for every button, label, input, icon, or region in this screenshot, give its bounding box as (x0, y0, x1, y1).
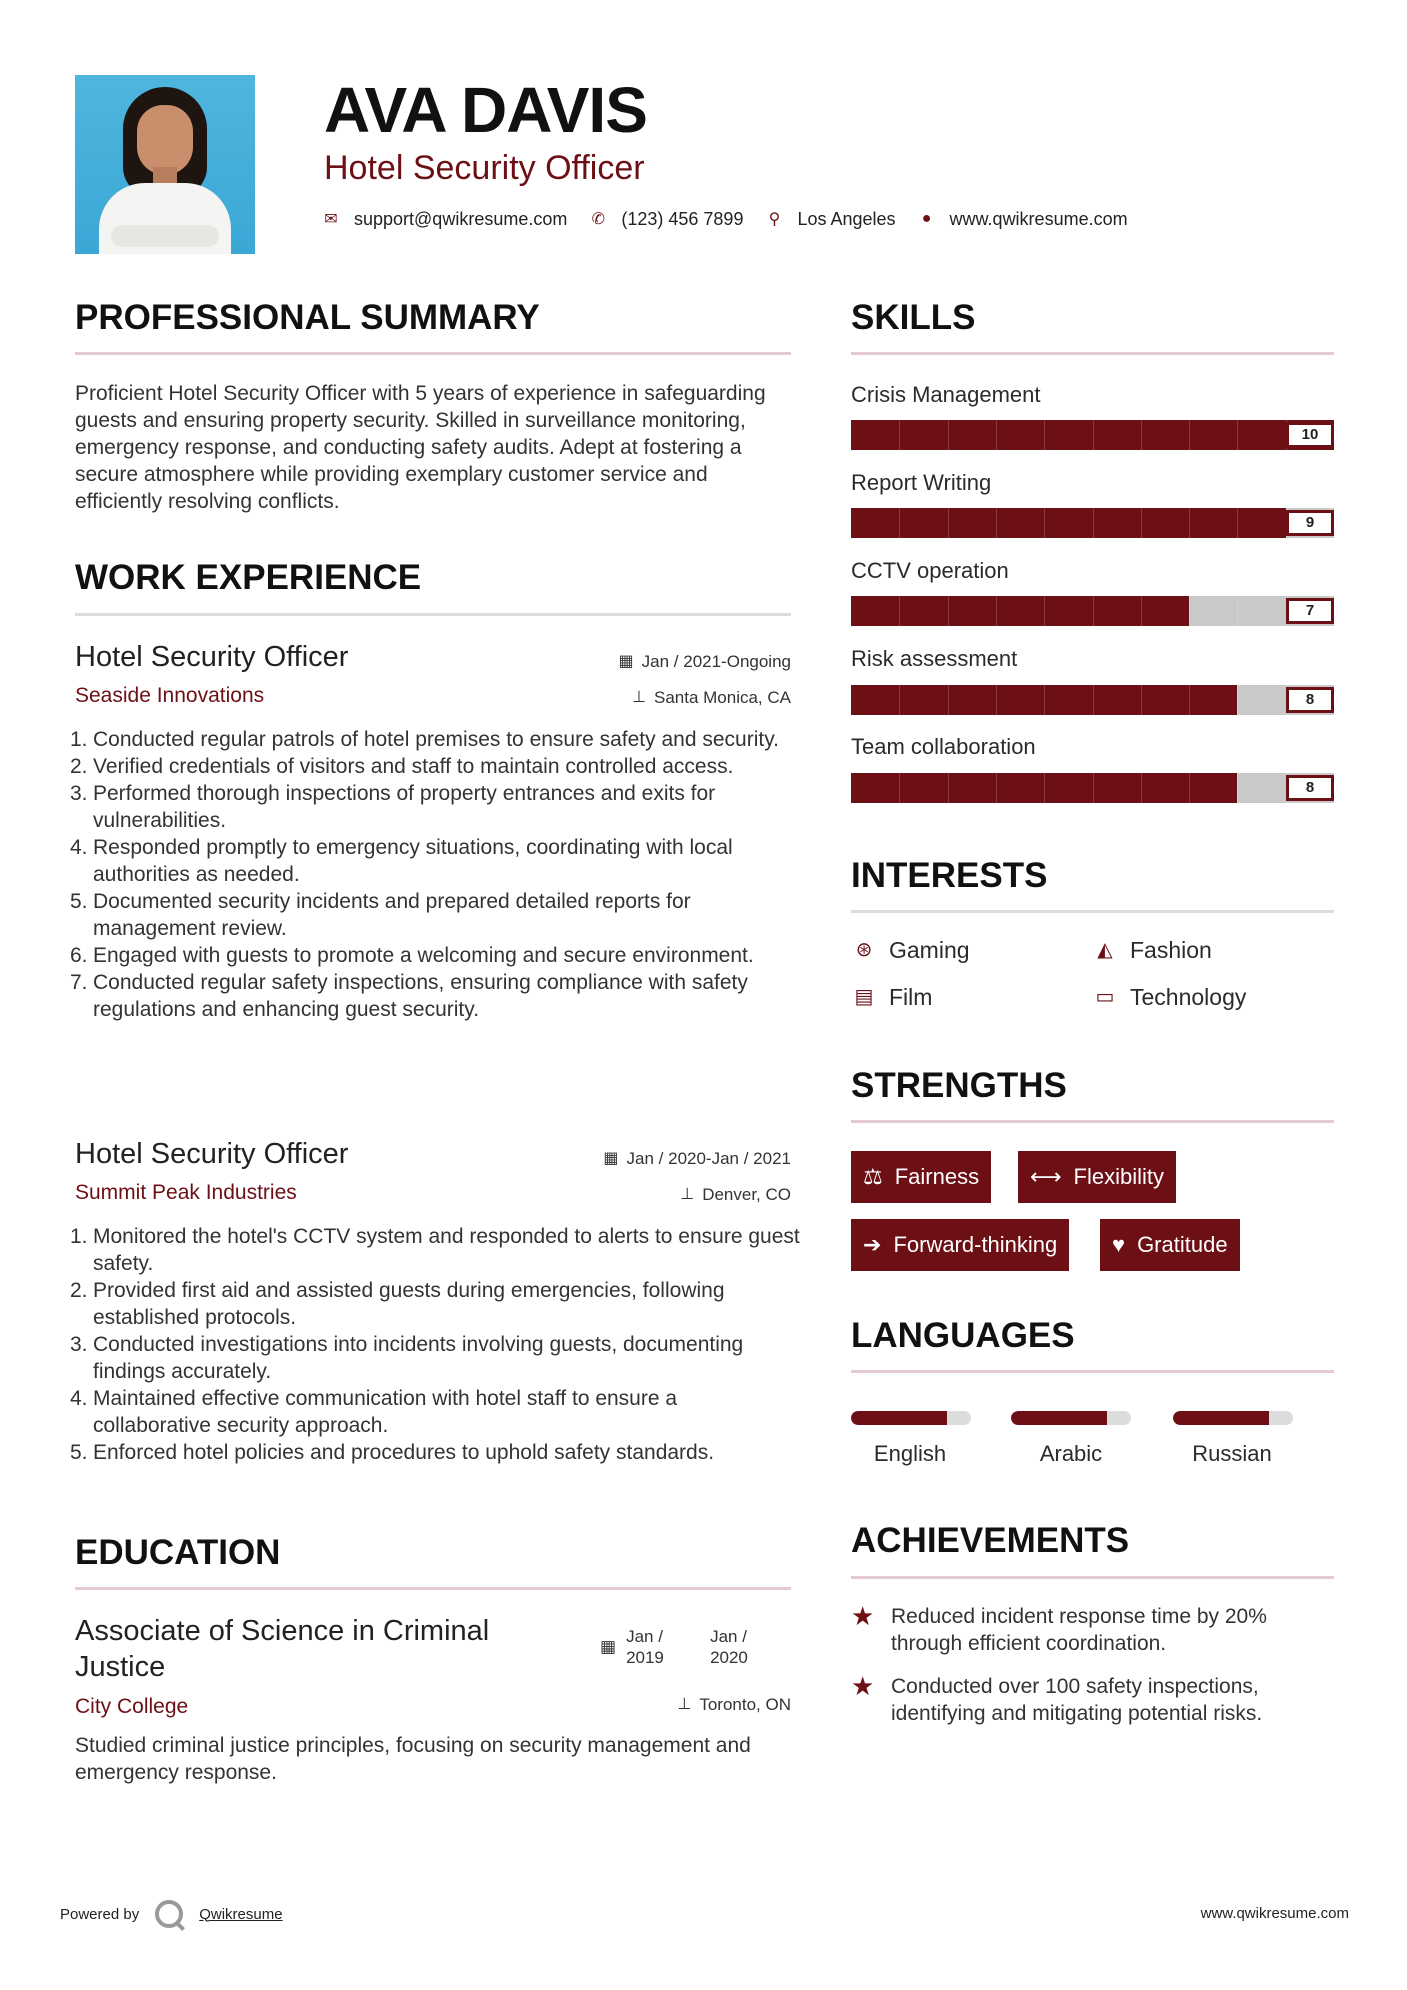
skill-bar-segment (948, 420, 949, 450)
star-icon: ★ (851, 1601, 875, 1631)
arrows-horizontal-icon: ⟷ (1030, 1164, 1062, 1189)
footer-powered-by: Powered by Qwikresume (60, 1900, 283, 1928)
interest-item: ▭ Technology (1092, 983, 1246, 1011)
pushpin-icon: ⊥ (680, 1186, 695, 1203)
strength-chip: ⟷ Flexibility (1018, 1151, 1176, 1203)
skill-label: Crisis Management (851, 382, 1041, 407)
summary-text: Proficient Hotel Security Officer with 5 years of experience in safeguarding guests and ensuring property security. Skilled in surveillance monitoring, emergency response, and conducting safety audits. Adept at fostering a secure atmosphere while providing exemplary customer service and efficiently resolving conflicts. (75, 382, 766, 513)
summary-divider (75, 352, 791, 355)
contact-email[interactable]: ✉ support@qwikresume.com (322, 209, 567, 230)
languages-heading: LANGUAGES (851, 1316, 1075, 1355)
skill-bar-segment (1141, 420, 1142, 450)
interest-item: ⊛ Gaming (851, 936, 970, 964)
pushpin-icon: ⊥ (677, 1696, 692, 1713)
education-location: ⊥ Toronto, ON (677, 1695, 791, 1714)
education-end: Jan / 2020 (710, 1627, 748, 1667)
skill-bar-segment (1189, 596, 1190, 626)
interests-heading: INTERESTS (851, 856, 1048, 895)
skill-bar-segment (1093, 773, 1094, 803)
achievement-item: ★ Conducted over 100 safety inspections, identifying and mitigating potential risks. (851, 1671, 1263, 1725)
skill-bar-segment (948, 596, 949, 626)
skills-divider (851, 352, 1334, 355)
list-item: 2. Verified credentials of visitors and staff to maintain controlled access. (70, 755, 734, 778)
job-location: ⊥ Santa Monica, CA (632, 688, 791, 707)
skill-bar-segment (1189, 773, 1190, 803)
achievements-divider (851, 1576, 1334, 1579)
star-icon: ★ (851, 1671, 875, 1701)
skill-bar-segment (1044, 420, 1045, 450)
heart-icon: ♥ (1112, 1232, 1126, 1257)
skill-bar-segment (1141, 596, 1142, 626)
language-label: Arabic (1039, 1441, 1103, 1466)
skill-bar-segment (899, 773, 900, 803)
job-company: Seaside Innovations (75, 684, 265, 707)
skill-bar (851, 508, 1334, 538)
strength-chip: ♥ Gratitude (1100, 1219, 1240, 1271)
candidate-title: Hotel Security Officer (324, 149, 645, 187)
interest-item: ▤ Film (851, 983, 932, 1011)
skill-bar-segment (1093, 420, 1094, 450)
skill-bar (851, 773, 1334, 803)
skill-bar-segment (899, 596, 900, 626)
skill-bar-segment (1189, 420, 1190, 450)
qwikresume-logo-icon (155, 1900, 183, 1928)
language-bar (1011, 1411, 1131, 1425)
skills-heading: SKILLS (851, 298, 976, 337)
education-heading: EDUCATION (75, 1533, 281, 1572)
skill-bar-segment (1141, 773, 1142, 803)
education-description: Studied criminal justice principles, focusing on security management and emergency response. (75, 1734, 751, 1784)
list-item: 5. Enforced hotel policies and procedures to uphold safety standards. (70, 1441, 715, 1464)
education-divider (75, 1587, 791, 1590)
skill-bar-segment (1237, 420, 1238, 450)
skill-bar-segment (1093, 508, 1094, 538)
skill-bar-segment (1093, 685, 1094, 715)
skill-bar-segment (1237, 773, 1238, 803)
laptop-icon: ▭ (1095, 986, 1115, 1008)
skill-bar-segment (948, 685, 949, 715)
skill-bar-segment (1237, 685, 1238, 715)
list-item: 6. Engaged with guests to promote a welcoming and secure environment. (70, 944, 754, 967)
interests-divider (851, 910, 1334, 913)
skill-score: 8 (1286, 775, 1334, 801)
experience-heading: WORK EXPERIENCE (75, 558, 422, 597)
list-item: 3. Conducted investigations into incidents involving guests, documenting findings accurately. (70, 1333, 744, 1383)
skill-bar-segment (996, 685, 997, 715)
skill-label: Report Writing (851, 470, 992, 495)
contact-website[interactable]: ● www.qwikresume.com (918, 209, 1128, 230)
calendar-icon: ▦ (600, 1637, 617, 1656)
list-item: 2. Provided first aid and assisted guests during emergencies, following established protocols. (70, 1279, 725, 1329)
skill-score: 7 (1286, 598, 1334, 624)
map-pin-icon: ⚲ (768, 211, 781, 228)
strength-chip: ➔ Forward-thinking (851, 1219, 1069, 1271)
film-icon: ▤ (854, 986, 874, 1008)
skill-bar-segment (1044, 685, 1045, 715)
skill-bar-segment (948, 773, 949, 803)
skill-bar-segment (1141, 508, 1142, 538)
strength-chip: ⚖ Fairness (851, 1151, 991, 1203)
skill-score: 10 (1286, 422, 1334, 448)
job-location: ⊥ Denver, CO (680, 1185, 791, 1204)
list-item: 1. Conducted regular patrols of hotel premises to ensure safety and security. (70, 728, 779, 751)
contact-phone: ✆ (123) 456 7899 (589, 209, 743, 230)
skill-bar-segment (899, 685, 900, 715)
balance-scale-icon: ⚖ (863, 1164, 883, 1189)
footer-brand-link[interactable]: Qwikresume (199, 1905, 283, 1923)
language-bar (1173, 1411, 1293, 1425)
skill-bar-segment (1189, 508, 1190, 538)
strengths-divider (851, 1120, 1334, 1123)
job-title: Hotel Security Officer (75, 1138, 349, 1170)
calendar-icon: ▦ (603, 1150, 619, 1167)
job-dates: ▦ Jan / 2020-Jan / 2021 (603, 1149, 791, 1168)
skill-bar-segment (899, 508, 900, 538)
strengths-heading: STRENGTHS (851, 1066, 1067, 1105)
skill-bar-segment (899, 420, 900, 450)
skill-bar (851, 596, 1334, 626)
skill-bar-segment (1141, 685, 1142, 715)
skill-label: Team collaboration (851, 734, 1036, 759)
language-bar-fill (1173, 1411, 1269, 1425)
list-item: 4. Maintained effective communication with hotel staff to ensure a collaborative security approach. (70, 1387, 678, 1437)
job-dates: ▦ Jan / 2021-Ongoing (618, 652, 791, 671)
job-title: Hotel Security Officer (75, 641, 349, 673)
languages-divider (851, 1370, 1334, 1373)
skill-bar-segment (1044, 773, 1045, 803)
contact-bar (322, 206, 1150, 232)
skill-bar-segment (996, 773, 997, 803)
envelope-icon: ✉ (324, 211, 338, 228)
interest-item: ◭ Fashion (1092, 936, 1212, 964)
school-name: City College (75, 1695, 189, 1718)
skill-bar-segment (996, 420, 997, 450)
language-label: Russian (1192, 1441, 1272, 1466)
language-bar-fill (851, 1411, 947, 1425)
pushpin-icon: ⊥ (632, 689, 646, 706)
skill-bar-segment (996, 508, 997, 538)
degree-title: Associate of Science in Criminal Justice (75, 1615, 490, 1683)
globe-icon: ● (921, 210, 932, 227)
achievement-item: ★ Reduced incident response time by 20% through efficient coordination. (851, 1601, 1267, 1655)
skill-bar (851, 420, 1334, 450)
job-bullets (70, 726, 800, 1023)
language-label: English (873, 1441, 947, 1466)
skill-bar-segment (1044, 596, 1045, 626)
skill-bar-segment (1237, 508, 1238, 538)
language-bar (851, 1411, 971, 1425)
education-dates (600, 1626, 774, 1668)
shopping-bag-icon: ◭ (1097, 939, 1113, 961)
arrow-right-icon: ➔ (863, 1232, 882, 1257)
summary-heading: PROFESSIONAL SUMMARY (75, 298, 540, 337)
calendar-icon: ▦ (618, 653, 634, 670)
skill-bar-segment (1044, 508, 1045, 538)
skill-bar-segment (1093, 596, 1094, 626)
list-item: 5. Documented security incidents and prepared detailed reports for management review. (70, 890, 691, 940)
skill-label: Risk assessment (851, 646, 1018, 671)
skill-label: CCTV operation (851, 558, 1009, 583)
skill-bar-segment (1237, 596, 1238, 626)
skill-bar (851, 685, 1334, 715)
experience-divider (75, 613, 791, 616)
skill-bar-segment (1189, 685, 1190, 715)
job-bullets (70, 1223, 800, 1466)
footer-website[interactable]: www.qwikresume.com (1200, 1905, 1349, 1922)
list-item: 1. Monitored the hotel's CCTV system and responded to alerts to ensure guest safety. (70, 1225, 800, 1275)
list-item: 4. Responded promptly to emergency situations, coordinating with local authorities as needed. (70, 836, 733, 886)
skill-bar-segment (996, 596, 997, 626)
language-bar-fill (1011, 1411, 1107, 1425)
skill-score: 9 (1286, 510, 1334, 536)
achievements-heading: ACHIEVEMENTS (851, 1521, 1130, 1560)
job-company: Summit Peak Industries (75, 1181, 297, 1204)
skill-score: 8 (1286, 687, 1334, 713)
candidate-name: AVA DAVIS (324, 74, 647, 146)
phone-icon: ✆ (591, 211, 606, 228)
skill-bar-segment (948, 508, 949, 538)
skill-bar-fill (851, 596, 1189, 626)
skill-bar-fill (851, 508, 1286, 538)
list-item: 7. Conducted regular safety inspections, ensuring compliance with safety regulations and enhancing guest security. (70, 971, 748, 1021)
contact-location: ⚲ Los Angeles (765, 209, 895, 230)
education-start: Jan / 2019 (626, 1627, 664, 1667)
list-item: 3. Performed thorough inspections of property entrances and exits for vulnerabilities. (70, 782, 716, 832)
gamepad-icon: ⊛ (855, 939, 873, 961)
profile-photo (75, 75, 255, 254)
